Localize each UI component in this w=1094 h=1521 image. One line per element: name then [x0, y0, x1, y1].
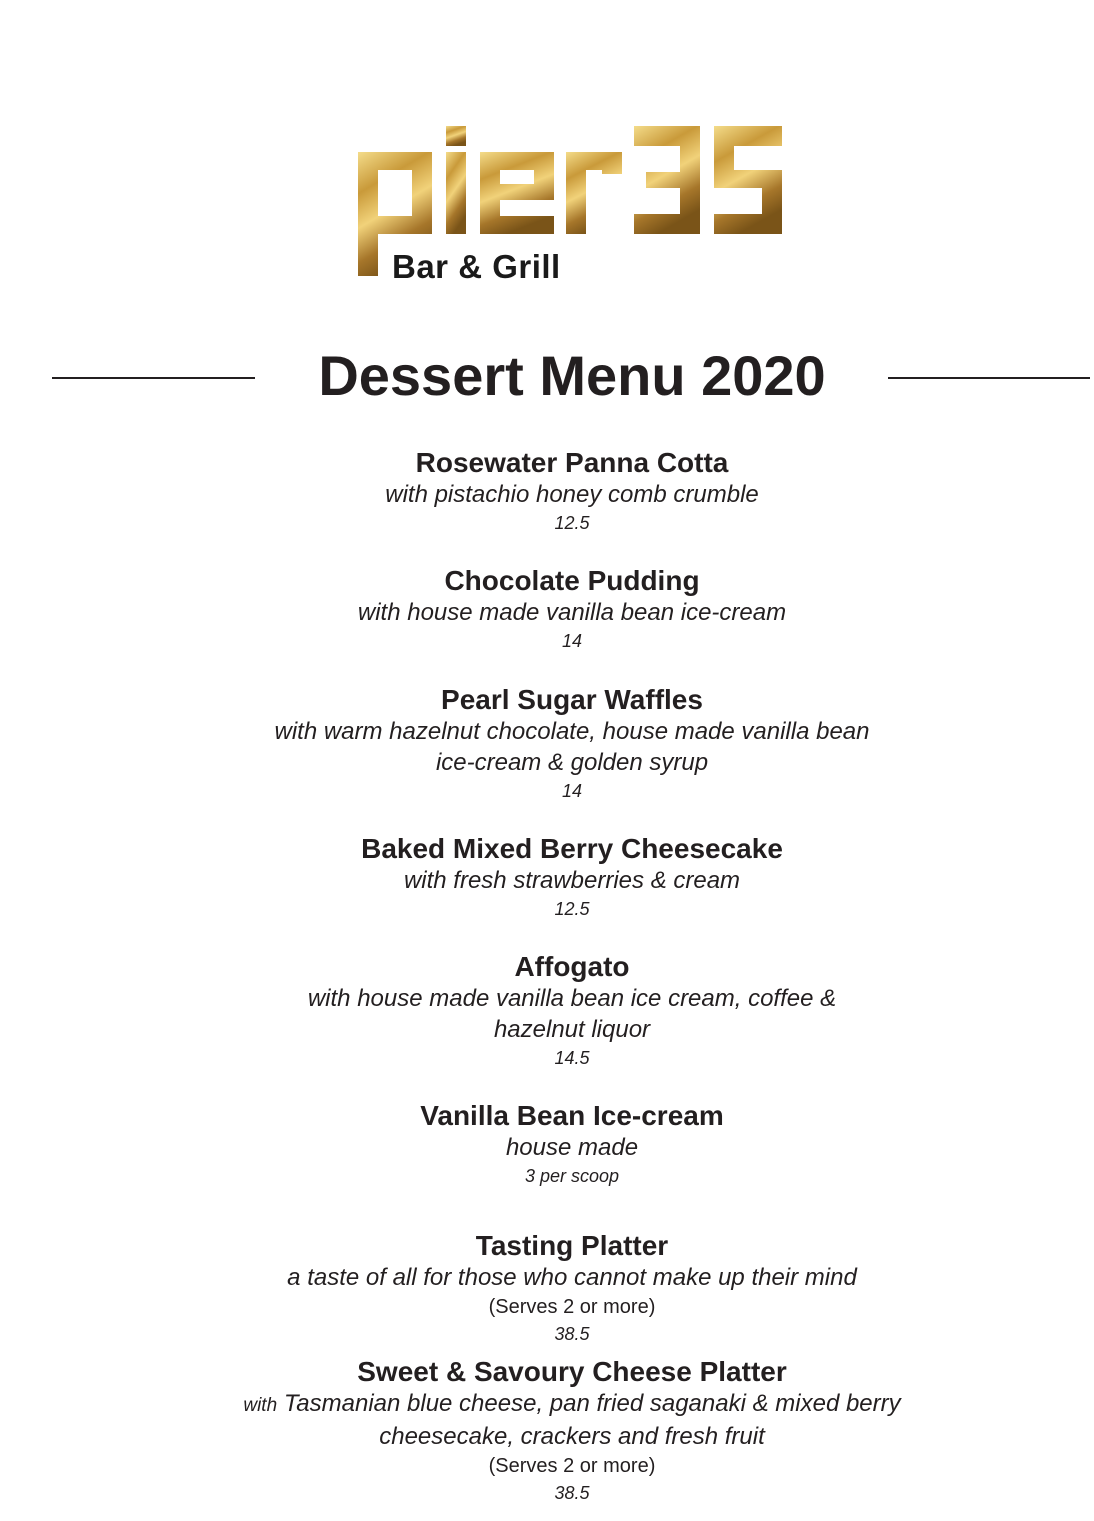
menu-item-price: 14 — [561, 631, 583, 651]
menu-item-name: Pearl Sugar Waffles — [441, 684, 703, 715]
menu-item-description: with warm hazelnut chocolate, house made vanilla bean — [274, 718, 870, 745]
menu-item-panna-cotta — [0, 447, 1094, 537]
menu-item-description — [50, 1388, 1094, 1421]
menu-item-name: Chocolate Pudding — [444, 565, 700, 596]
menu-item-affogato — [0, 951, 1094, 1072]
page-title — [0, 340, 1094, 412]
menu-item-name: Affogato — [514, 951, 630, 982]
menu-item-cheese-platter — [0, 1356, 1094, 1507]
menu-item-description: with house made vanilla bean ice cream, coffee & — [307, 985, 837, 1012]
menu-item-pearl-sugar-waffles — [0, 684, 1094, 805]
menu-item-description: hazelnut liquor — [493, 1016, 651, 1043]
menu-item-serving-note: (Serves 2 or more) — [488, 1455, 656, 1477]
menu-item-description-prefix: with — [243, 1395, 278, 1416]
menu-item-price: 14.5 — [554, 1048, 590, 1068]
menu-item-name: Vanilla Bean Ice-cream — [420, 1100, 724, 1131]
title-row — [0, 340, 1094, 412]
logo-subtitle: Bar & Grill — [392, 248, 561, 285]
menu-item-description: with house made vanilla bean ice-cream — [357, 599, 787, 626]
menu-item-price: 12.5 — [554, 513, 590, 533]
menu-item-price: 38.5 — [554, 1483, 590, 1503]
menu-item-name: Sweet & Savoury Cheese Platter — [357, 1356, 787, 1387]
menu-item-berry-cheesecake — [0, 833, 1094, 923]
menu-item-name: Tasting Platter — [475, 1230, 669, 1261]
menu-item-description: with fresh strawberries & cream — [403, 867, 741, 894]
menu-item-description: a taste of all for those who cannot make up their mind — [287, 1264, 857, 1291]
pier35-logo — [354, 122, 784, 287]
menu-item-description: ice-cream & golden syrup — [435, 749, 709, 776]
menu-item-price: 38.5 — [554, 1324, 590, 1344]
title-rule-right — [888, 377, 1090, 379]
menu-item-description: house made — [505, 1134, 639, 1161]
menu-item-name: Rosewater Panna Cotta — [415, 447, 729, 478]
menu-item-price: 14 — [561, 781, 583, 801]
menu-item-price: 3 per scoop — [524, 1166, 620, 1186]
menu-item-serving-note: (Serves 2 or more) — [488, 1296, 656, 1318]
menu-item-vanilla-ice-cream — [0, 1100, 1094, 1190]
menu-item-description: cheesecake, crackers and fresh fruit — [379, 1423, 765, 1450]
page-title-text: Dessert Menu 2020 — [318, 344, 826, 407]
menu-item-description-text: Tasmanian blue cheese, pan fried saganaki & mixed berry — [283, 1390, 901, 1417]
menu-item-price: 12.5 — [554, 899, 590, 919]
menu-item-name: Baked Mixed Berry Cheesecake — [361, 833, 783, 864]
menu-item-tasting-platter — [0, 1230, 1094, 1348]
menu-item-description: with pistachio honey comb crumble — [385, 481, 759, 508]
menu-item-chocolate-pudding — [0, 565, 1094, 655]
